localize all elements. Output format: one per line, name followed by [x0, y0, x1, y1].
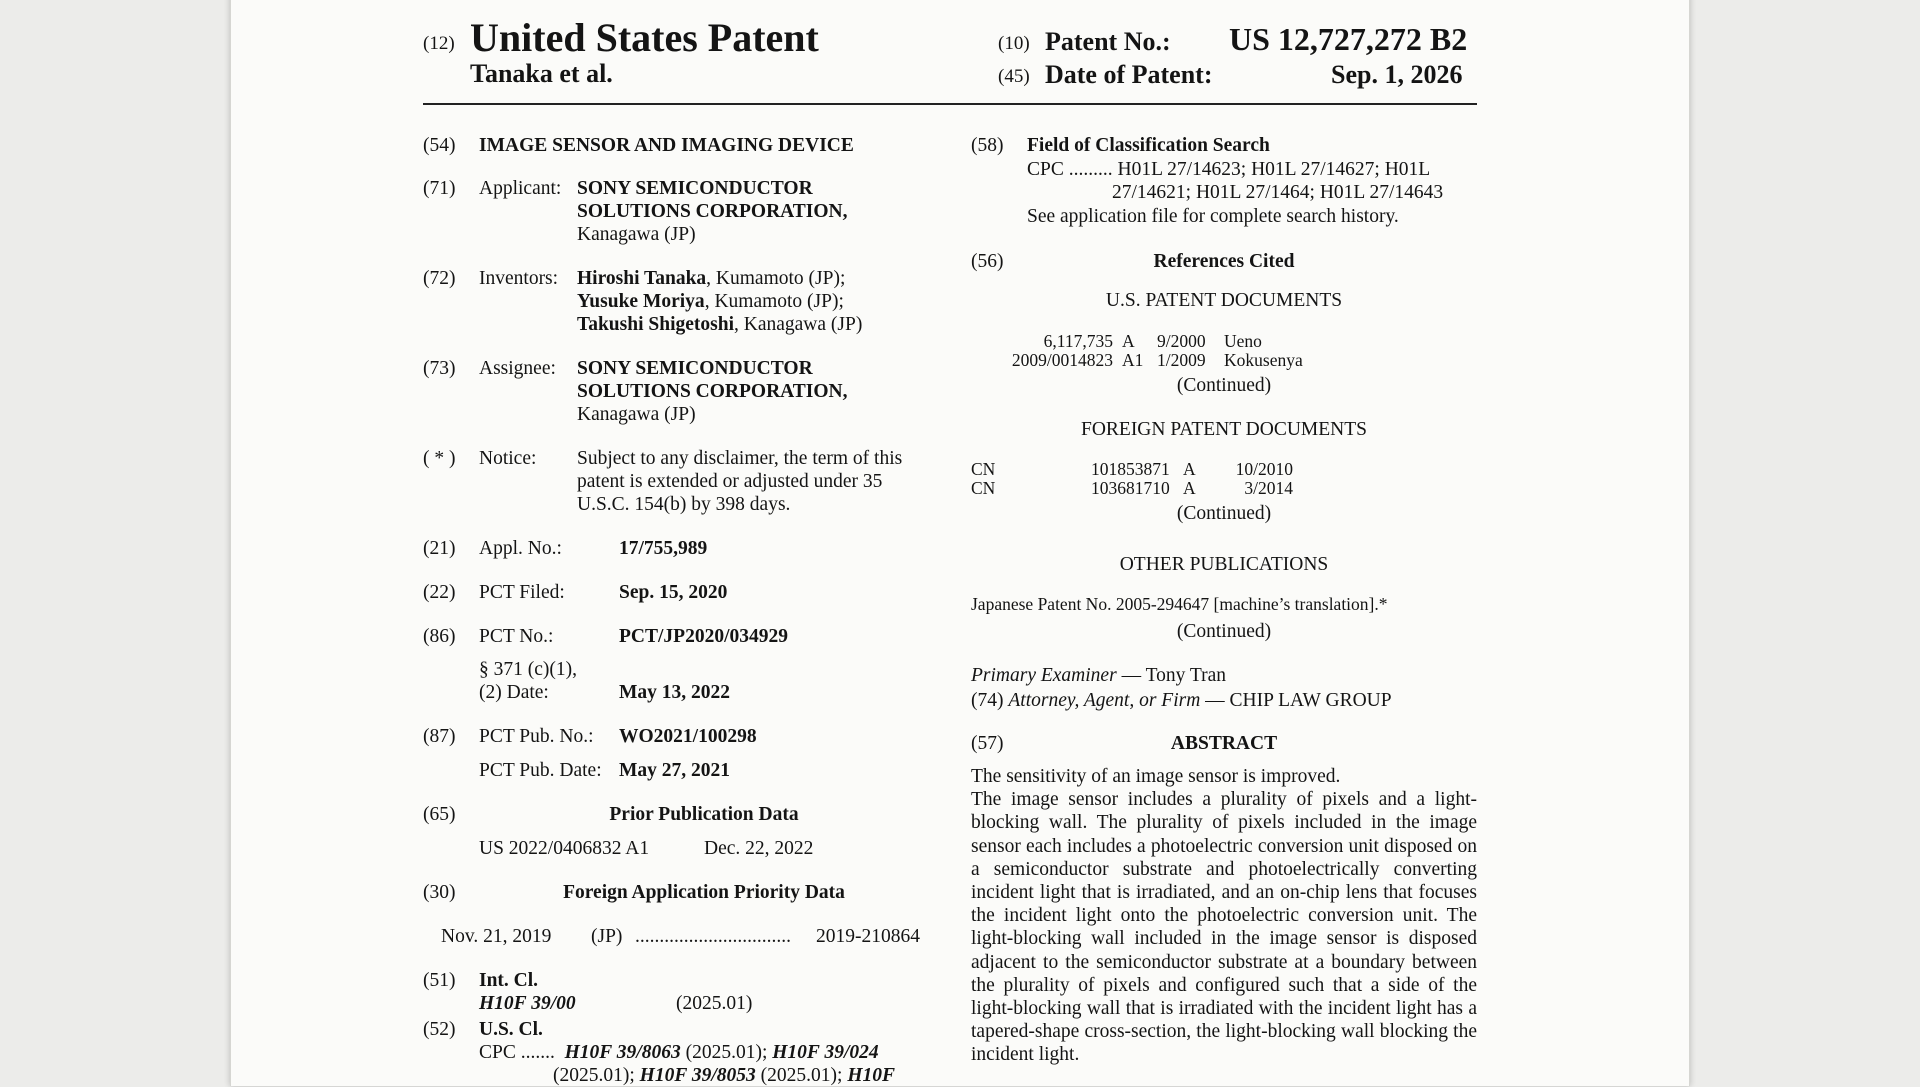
prior-number: US 2022/0406832 A1 [479, 838, 650, 859]
foreign-code: (30) [423, 882, 456, 903]
abstract-heading: ABSTRACT [1170, 733, 1278, 754]
assignee-line1: SONY SEMICONDUCTOR [577, 358, 813, 379]
field-line3: See application file for complete search history. [1027, 206, 1399, 227]
pct-no-code: (86) [423, 626, 456, 647]
notice-code: ( * ) [423, 448, 456, 469]
s371-date: May 13, 2022 [619, 682, 731, 703]
foreign-doc-2-country: CN [971, 478, 996, 498]
refs-code: (56) [971, 251, 1004, 272]
title-code: (54) [423, 135, 456, 156]
date-label: Date of Patent: [1045, 60, 1213, 89]
field-heading: Field of Classification Search [1027, 135, 1270, 156]
abstract-paragraph-1: The sensitivity of an image sensor is improved. [971, 766, 1341, 787]
inventor-2: Yusuke Moriya, Kumamoto (JP); [577, 291, 844, 312]
intcl-class: H10F 39/00 [479, 993, 576, 1014]
field-code: (58) [971, 135, 1004, 156]
patent-no-code: (10) [998, 33, 1030, 54]
abstract-code: (57) [971, 733, 1004, 754]
us-doc-1-number: 6,117,735 [1043, 331, 1113, 351]
foreign-country: (JP) [591, 926, 623, 947]
applicant-line1: SONY SEMICONDUCTOR [577, 178, 813, 199]
abstract-body [971, 765, 1477, 1067]
primary-examiner: Primary Examiner — Tony Tran [971, 665, 1227, 686]
us-doc-1-kind: A [1122, 331, 1135, 351]
us-doc-2-number: 2009/0014823 [1011, 350, 1113, 370]
intcl-label: Int. Cl. [479, 970, 539, 991]
header-rule [423, 103, 1477, 105]
notice-line1: Subject to any disclaimer, the term of this [577, 448, 903, 469]
uscl-label: U.S. Cl. [479, 1019, 543, 1040]
assignee-location: Kanagawa (JP) [577, 404, 696, 425]
pct-filed-code: (22) [423, 582, 456, 603]
prior-heading: Prior Publication Data [609, 804, 799, 825]
inventor-short: Tanaka et al. [470, 59, 613, 88]
refs-heading: References Cited [1153, 251, 1295, 272]
notice-label: Notice: [479, 448, 537, 469]
notice-line2: patent is extended or adjusted under 35 [577, 471, 883, 492]
inventor-1: Hiroshi Tanaka, Kumamoto (JP); [577, 268, 846, 289]
applicant-line2: SOLUTIONS CORPORATION, [577, 201, 848, 222]
foreign-doc-1-date: 10/2010 [1235, 459, 1293, 479]
us-doc-1-date: 9/2000 [1157, 331, 1206, 351]
s371-line1: § 371 (c)(1), [479, 659, 578, 680]
pct-pub-date: May 27, 2021 [619, 760, 731, 781]
foreign-heading: Foreign Application Priority Data [563, 882, 845, 903]
us-doc-1-name: Ueno [1224, 331, 1262, 351]
pct-filed-label: PCT Filed: [479, 582, 565, 603]
patent-no-label: Patent No.: [1045, 27, 1171, 56]
pct-filed-date: Sep. 15, 2020 [619, 582, 728, 603]
uscl-line2: (2025.01); H10F 39/8053 (2025.01); H10F [553, 1065, 895, 1086]
pct-no-label: PCT No.: [479, 626, 554, 647]
patent-number: US 12,727,272 B2 [1229, 21, 1468, 57]
pct-pub-number: WO2021/100298 [619, 726, 757, 747]
foreign-doc-2-number: 103681710 [1091, 478, 1170, 498]
other-pubs-heading: OTHER PUBLICATIONS [1119, 554, 1329, 575]
uscl-line1: CPC ....... H10F 39/8063 (2025.01); H10F 39/024 [479, 1042, 879, 1063]
uscl-code: (52) [423, 1019, 456, 1040]
assignee-code: (73) [423, 358, 456, 379]
doc-code: (12) [423, 33, 455, 54]
foreign-doc-1-kind: A [1183, 459, 1196, 479]
notice-line3: U.S.C. 154(b) by 398 days. [577, 494, 791, 515]
inventors-code: (72) [423, 268, 456, 289]
pct-pub-label: PCT Pub. No.: [479, 726, 594, 747]
patent-date: Sep. 1, 2026 [1331, 60, 1463, 89]
patent-title-header: United States Patent [470, 15, 819, 60]
date-code: (45) [998, 66, 1030, 87]
applicant-label: Applicant: [479, 178, 562, 199]
attorney: (74) Attorney, Agent, or Firm — CHIP LAW GROUP [971, 690, 1392, 711]
intcl-code: (51) [423, 970, 456, 991]
abstract-paragraph-2: The image sensor includes a plurality of pixels and a light-blocking wall. The plurality of pixels included in the image sensor each includes a photoelectric conversion unit disposed on a semiconductor substrate and photoelectrically converting incident light that is irradiated, and an on-chip lens that focuses the incident light onto the photoelectric conversion unit. The light-blocking wall included in the image sensor is disposed adjacent to the semiconductor substrate at a boundary between the plurality of pixels and configured such that a side of the light-blocking wall that is irradiated with the incident light has a tapered-shape cross-section, the light-blocking wall blocking the incident light. [971, 789, 1477, 1066]
other-pubs-continued: (Continued) [1176, 621, 1272, 642]
foreign-number: 2019-210864 [816, 926, 920, 947]
assignee-label: Assignee: [479, 358, 556, 379]
assignee-line2: SOLUTIONS CORPORATION, [577, 381, 848, 402]
appl-label: Appl. No.: [479, 538, 562, 559]
other-pub-1: Japanese Patent No. 2005-294647 [machine’s translation].* [971, 594, 1388, 614]
foreign-doc-1-number: 101853871 [1091, 459, 1170, 479]
invention-title: IMAGE SENSOR AND IMAGING DEVICE [479, 135, 854, 156]
us-docs-continued: (Continued) [1176, 375, 1272, 396]
prior-code: (65) [423, 804, 456, 825]
foreign-dots: ................................ [635, 926, 791, 947]
foreign-docs-heading: FOREIGN PATENT DOCUMENTS [1080, 419, 1368, 440]
applicant-code: (71) [423, 178, 456, 199]
appl-code: (21) [423, 538, 456, 559]
foreign-doc-2-kind: A [1183, 478, 1196, 498]
prior-date: Dec. 22, 2022 [704, 838, 814, 859]
intcl-version: (2025.01) [676, 993, 753, 1014]
field-line2: 27/14621; H01L 27/1464; H01L 27/14643 [1112, 182, 1444, 203]
foreign-date: Nov. 21, 2019 [441, 926, 552, 947]
inventor-3: Takushi Shigetoshi, Kanagawa (JP) [577, 314, 863, 335]
inventors-label: Inventors: [479, 268, 559, 289]
applicant-location: Kanagawa (JP) [577, 224, 696, 245]
foreign-doc-1-country: CN [971, 459, 996, 479]
s371-line2: (2) Date: [479, 682, 549, 703]
pct-number: PCT/JP2020/034929 [619, 626, 788, 647]
us-doc-2-date: 1/2009 [1157, 350, 1206, 370]
us-docs-heading: U.S. PATENT DOCUMENTS [1105, 290, 1343, 311]
foreign-doc-2-date: 3/2014 [1244, 478, 1293, 498]
field-line1: CPC ......... H01L 27/14623; H01L 27/14627; H01L [1027, 159, 1431, 180]
us-doc-2-name: Kokusenya [1224, 350, 1303, 370]
us-doc-2-kind: A1 [1122, 350, 1144, 370]
foreign-docs-continued: (Continued) [1176, 503, 1272, 524]
pct-pub-code: (87) [423, 726, 456, 747]
appl-number: 17/755,989 [619, 538, 708, 559]
pct-pub-date-label: PCT Pub. Date: [479, 760, 602, 781]
